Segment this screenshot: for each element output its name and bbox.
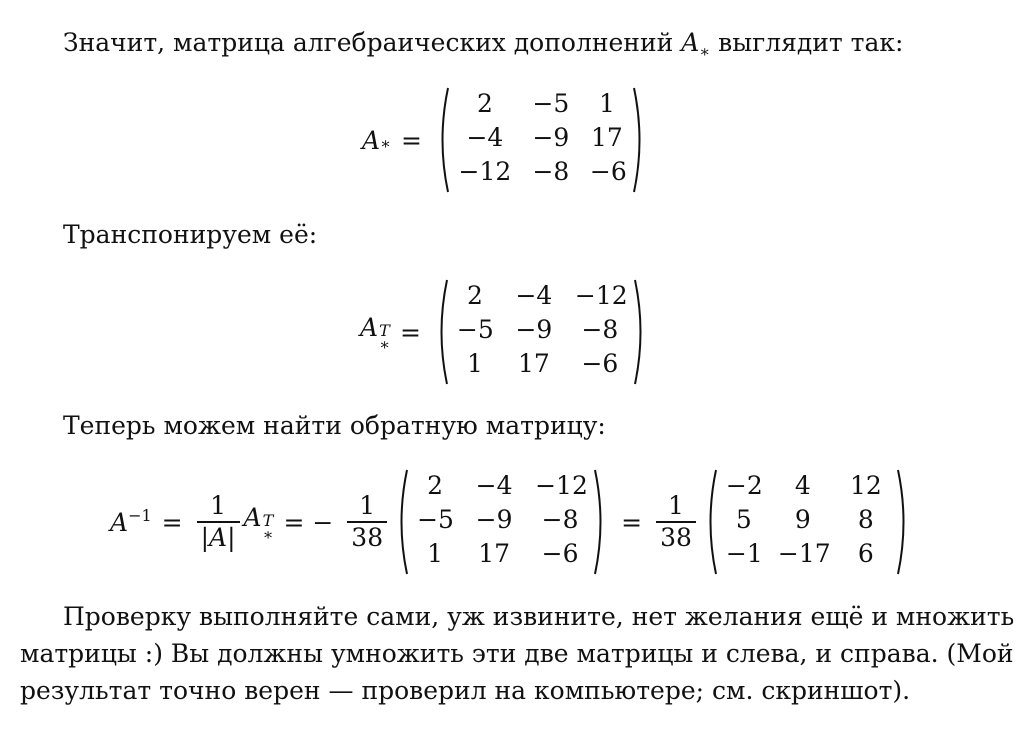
fraction-numerator: 1 — [668, 491, 684, 521]
fraction-numerator: 1 — [210, 491, 227, 521]
matrix-cell: 8 — [857, 504, 874, 534]
matrix-cell: −4 — [515, 280, 553, 310]
inverse-lhs-symbol: A — [110, 507, 129, 537]
equals-sign: = — [400, 125, 422, 155]
matrix-cell: −5 — [532, 88, 570, 118]
matrix-grid — [718, 468, 896, 576]
matrix-cell: −4 — [475, 470, 513, 500]
matrix-grid — [449, 278, 633, 386]
equals-sign: = — [399, 317, 421, 347]
lhs-sup: T — [379, 320, 390, 340]
matrix-symbol: A — [681, 28, 700, 57]
matrix-cell: −5 — [456, 314, 494, 344]
matrix-cell: −12 — [574, 280, 628, 310]
matrix-cell: −12 — [535, 470, 588, 500]
matrix-cell: 1 — [598, 88, 615, 118]
fraction-1-over-38 — [656, 491, 696, 553]
matrix-cell: −8 — [532, 156, 570, 186]
matrix-cell: 2 — [476, 88, 493, 118]
matrix-cell: −6 — [581, 348, 619, 378]
left-paren — [436, 86, 450, 194]
lhs-sub: ∗ — [380, 133, 391, 153]
matrix-cell: 1 — [466, 348, 483, 378]
inverse-matrix — [704, 468, 910, 576]
matrix-cell: −5 — [417, 504, 454, 534]
matrix-cell: −2 — [725, 470, 763, 500]
paragraph-1-text: Значит, матрица алгебраических дополнений — [63, 28, 674, 57]
matrix-cell: 17 — [517, 348, 550, 378]
mid-symbol: A — [243, 502, 262, 532]
matrix-cell: 17 — [590, 122, 623, 152]
fraction-1-over-det — [197, 491, 240, 553]
fraction-denominator: 38 — [660, 522, 692, 552]
matrix-cell: −4 — [466, 122, 504, 152]
matrix-cell: −17 — [777, 538, 831, 568]
left-paren — [435, 278, 449, 386]
transposed-matrix-equation — [360, 278, 651, 386]
matrix-cell: 9 — [794, 504, 811, 534]
matrix-cell: 2 — [427, 470, 444, 500]
matrix-cell: −8 — [541, 504, 579, 534]
fraction-numerator: 1 — [359, 491, 376, 521]
paragraph-3: Теперь можем найти обратную матрицу: — [63, 411, 606, 440]
mid-sup: T — [262, 510, 274, 530]
equals-minus: = − — [283, 507, 334, 537]
matrix-cell: −9 — [515, 314, 553, 344]
equals-sign: = — [621, 507, 643, 537]
closing-line-3: результат точно верен — проверил на компьютере; см. скриншот). — [20, 676, 911, 705]
inverse-matrix-equation — [110, 468, 914, 576]
matrix-cell: 2 — [466, 280, 483, 310]
paragraph-2: Транспонируем её: — [63, 220, 318, 249]
transposed-matrix-copy — [395, 468, 607, 576]
matrix-cell: −12 — [458, 156, 512, 186]
matrix-cell: 1 — [427, 538, 444, 568]
inverse-lhs-sup: −1 — [128, 505, 152, 525]
paragraph-1 — [63, 28, 903, 67]
matrix-cell: −6 — [589, 156, 627, 186]
left-paren — [704, 468, 718, 576]
lhs-symbol: A — [362, 125, 381, 155]
lhs-sub: ∗ — [379, 334, 390, 354]
right-paren — [633, 278, 647, 386]
matrix-cell: 5 — [735, 504, 752, 534]
mid-sub: ∗ — [262, 524, 274, 544]
matrix-cell: −8 — [581, 314, 619, 344]
closing-line-1: Проверку выполняйте сами, уж извините, нет желания ещё и множить — [63, 602, 1015, 631]
matrix-grid — [450, 86, 632, 194]
lhs-symbol: A — [360, 312, 379, 342]
closing-line-2: матрицы :) Вы должны умножить эти две матрицы и слева, и справа. (Мой — [20, 639, 1014, 668]
matrix-cell: 4 — [794, 470, 811, 500]
right-paren — [632, 86, 646, 194]
cofactor-matrix — [436, 86, 646, 194]
matrix-cell: 17 — [478, 538, 511, 568]
fraction-denominator: 38 — [351, 522, 384, 552]
cofactor-matrix-equation — [362, 86, 650, 194]
fraction-denominator: |A| — [200, 522, 236, 552]
paragraph-1-end: выглядит так: — [718, 28, 904, 57]
left-paren — [395, 468, 409, 576]
right-paren — [896, 468, 910, 576]
matrix-cell: 6 — [857, 538, 874, 568]
right-paren — [593, 468, 607, 576]
matrix-cell: −9 — [532, 122, 570, 152]
matrix-cell: 12 — [849, 470, 882, 500]
matrix-cell: −9 — [475, 504, 513, 534]
matrix-grid — [409, 468, 593, 576]
equals-sign: = — [161, 507, 183, 537]
matrix-cell: −6 — [541, 538, 579, 568]
transposed-matrix — [435, 278, 647, 386]
matrix-cell: −1 — [725, 538, 763, 568]
matrix-symbol-sub: ∗ — [699, 42, 711, 61]
fraction-1-over-38 — [347, 491, 387, 553]
